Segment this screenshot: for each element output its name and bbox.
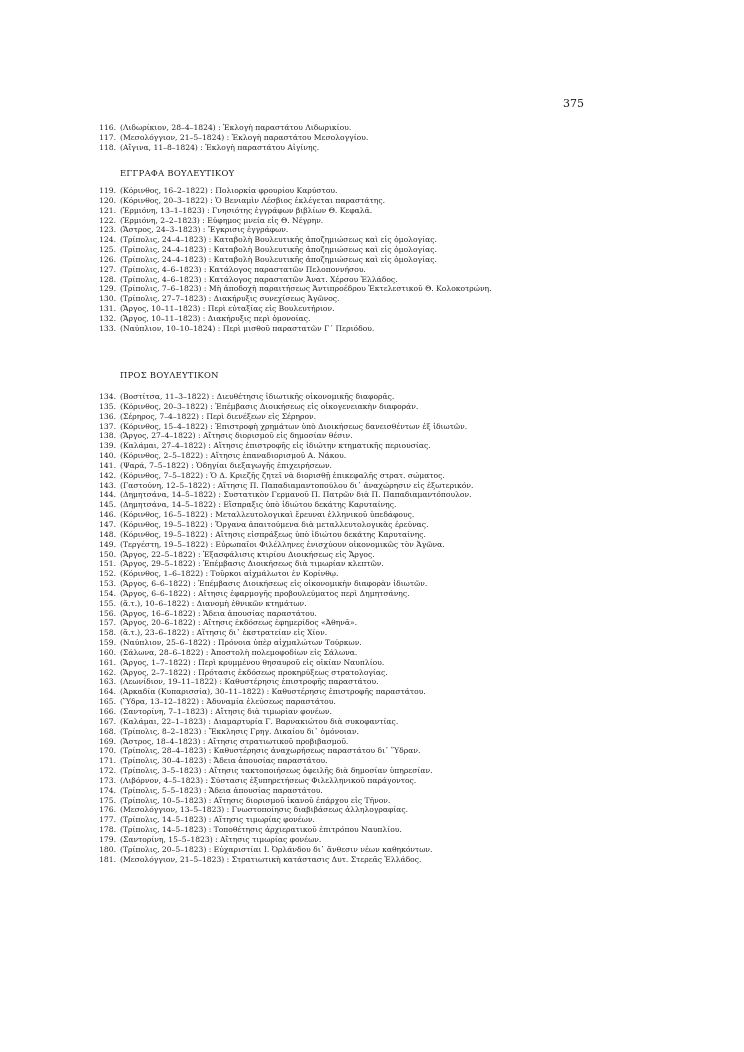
entry-number: 130. [99, 294, 116, 304]
list-item [92, 304, 652, 314]
list-item [92, 206, 652, 216]
entry-number: 137. [99, 421, 116, 431]
entry-number: 155. [99, 598, 116, 608]
entry-text: (Ἄστρος, 18–4–1823) : Αἴτησις στρατιωτικοῦ προβιβασμοῦ. [120, 736, 349, 746]
list-item [92, 143, 652, 153]
list-item [92, 431, 652, 441]
page-number: 375 [563, 97, 584, 110]
entry-number: 166. [99, 707, 116, 716]
entry-text: (Κόρινθος, 20–3–1822) : Ἐπέμβασις Διοικήσεως εἰς οἰκογενειακὴν διαφοράν. [120, 401, 419, 411]
list-item [92, 235, 652, 245]
entry-text: (Ἀρκαδία (Κυπαρισσία), 30–11–1822) : Καθυστέρησις ἐπιστροφῆς παραστάτου. [120, 687, 426, 697]
entry-text: (Ἑρμιόνη, 13–1–1823) : Γνησιότης ἐγγράφων βιβλίων Θ. Κεφαλᾶ. [120, 205, 373, 215]
entry-text: (Μεσολόγγιον, 13–5–1823) : Γνωστοποίησις διαβιβάσεως ἀλληλογραφίας. [120, 805, 409, 815]
entry-number: 116. [99, 123, 116, 132]
entry-text: (Τρίπολις, 27–7–1823) : Διακήρυξις συνεχίσεως Ἀγῶνος. [120, 294, 340, 304]
list-item [92, 559, 652, 569]
entry-number: 156. [99, 608, 116, 618]
entry-text: (ἄ.τ.), 23–6–1822) : Αἴτησις δι᾿ ἐκστρατείαν εἰς Χίον. [120, 628, 328, 638]
entry-number: 152. [99, 569, 116, 579]
list-item [92, 324, 652, 334]
list-item [92, 441, 652, 451]
list-item [92, 746, 652, 756]
list-item [92, 609, 652, 619]
entry-text: (Τρίπολις, 24–4–1823) : Καταβολὴ Βουλευτικῆς ἀποζημιώσεως καὶ εἰς ὁμολογίας. [120, 245, 437, 255]
entry-text: (Τρίπολις, 14–5–1823) : Αἴτησις τιμωρίας φονέων. [120, 815, 315, 825]
list-item [92, 461, 652, 471]
entry-text: (Τρίπολις, 28–4–1823) : Καθυστέρησις ἀναχωρήσεως παραστάτου δι᾿ Ὕδραν. [120, 746, 421, 756]
top-entries [92, 123, 652, 153]
entry-number: 175. [99, 795, 116, 805]
entry-text: (Ἄστρος, 24–3–1823) : Ἔγκρισις ἐγγράφων. [120, 225, 289, 235]
entry-number: 117. [99, 132, 116, 142]
entry-text: (Κόρινθος, 19–5–1822) : Αἴτησις εἰσπράξεως ὑπὸ ἰδιώτου δεκάτης Καρυταίνης. [120, 529, 426, 539]
list-item [92, 845, 652, 855]
entry-number: 178. [99, 825, 116, 835]
list-item [92, 196, 652, 206]
list-item [92, 835, 652, 845]
entry-number: 172. [99, 766, 116, 776]
list-item [92, 589, 652, 599]
list-item [92, 599, 652, 609]
entry-number: 165. [99, 697, 116, 707]
entry-number: 123. [99, 225, 116, 235]
list-item [92, 402, 652, 412]
list-item [92, 628, 652, 638]
list-item [92, 500, 652, 510]
entry-number: 181. [99, 854, 116, 864]
list-item [92, 707, 652, 717]
list-item [92, 658, 652, 668]
entry-number: 119. [99, 186, 116, 195]
list-item [92, 677, 652, 687]
list-item [92, 422, 652, 432]
entry-number: 159. [99, 638, 116, 648]
entry-number: 161. [99, 657, 116, 667]
entry-number: 167. [99, 716, 116, 726]
entry-text: (Δημητσάνα, 14–5–1822) : Συστατικὸν Γερμανοῦ Π. Πατρῶν διὰ Π. Παπαδιαμαντόπουλον. [120, 490, 472, 500]
list-item [92, 776, 652, 786]
entry-number: 154. [99, 588, 116, 598]
list-item [92, 451, 652, 461]
list-item [92, 314, 652, 324]
entry-text: (Κόρινθος, 1–6–1822) : Τοῦρκοι αἰχμάλωτοι ἐν Κορίνθῳ. [120, 569, 339, 579]
entry-text: (Λιβόρνον, 4–5–1823) : Σύστασις ἐξυπηρετήσεως Φιλελληνικοῦ παράγοντος. [120, 775, 417, 785]
list-item [92, 294, 652, 304]
entry-text: (Κόρινθος, 19–5–1822) : Ὄργανα ἀπαιτούμενα διὰ μεταλλευτολογικὰς ἐρεύνας. [120, 519, 429, 529]
entry-number: 128. [99, 274, 116, 284]
list-item [92, 520, 652, 530]
list-item [92, 530, 652, 540]
entry-text: (Τρίπολις, 24–4–1823) : Καταβολὴ Βουλευτικῆς ἀποζημιώσεως καὶ εἰς ὁμολογίας. [120, 235, 437, 245]
list-item [92, 796, 652, 806]
entry-number: 148. [99, 529, 116, 539]
entry-number: 127. [99, 264, 116, 274]
list-item [92, 727, 652, 737]
list-item [92, 569, 652, 579]
list-item [92, 284, 652, 294]
list-item [92, 412, 652, 422]
entry-number: 143. [99, 480, 116, 490]
entry-text: (Μεσολόγγιον, 21–5–1824) : Ἐκλογὴ παραστάτου Μεσολογγίου. [120, 132, 369, 142]
entry-text: (Λιδωρίκιον, 28–4–1824) : Ἐκλογὴ παραστάτου Λιδωρικίου. [120, 123, 352, 132]
entry-number: 147. [99, 519, 116, 529]
entry-number: 163. [99, 677, 116, 687]
entry-text: (Ἄργος, 16–6–1822) : Ἄδεια ἀπουσίας παραστάτου. [120, 608, 317, 618]
entry-number: 139. [99, 441, 116, 451]
list-item [92, 815, 652, 825]
entry-text: (Ἄργος, 10–11–1823) : Διακήρυξις περὶ ὁμονοίας. [120, 313, 311, 323]
entry-text: (Βοστίτσα, 11–3–1822) : Διευθέτησις ἰδιωτικῆς οἰκονομικῆς διαφορᾶς. [120, 392, 395, 401]
entry-text: (Κόρινθος, 16–2–1822) : Πολιορκία φρουρίου Καρύστου. [120, 186, 338, 195]
entry-number: 170. [99, 746, 116, 756]
list-item [92, 540, 652, 550]
entry-number: 132. [99, 313, 116, 323]
entry-text: (Ἄργος, 22–5–1822) : Ἐξασφάλισις κτιρίου Διοικήσεως εἰς Ἄργος. [120, 549, 375, 559]
entry-text: (Μεσολόγγιον, 21–5–1823) : Στρατιωτικὴ κατάστασις Δυτ. Στερεᾶς Ἑλλάδος. [120, 854, 422, 864]
entry-text: (Τρίπολις, 20–5–1823) : Εὐχαριστίαι Ι. Ὀρλάνδου δι᾿ ἄνθεσιν νέων καθηκόντων. [120, 844, 433, 854]
list-item [92, 638, 652, 648]
entry-text: (Τρίπολις, 10–5–1823) : Αἴτησις διορισμοῦ ἱκανοῦ ἐπάρχου εἰς Τῆνον. [120, 795, 391, 805]
entry-number: 162. [99, 667, 116, 677]
entry-number: 176. [99, 805, 116, 815]
entry-number: 157. [99, 618, 116, 628]
entry-text: (Σαντορίνη, 15–5–1823) : Αἴτησις τιμωρίας φονέων. [120, 834, 322, 844]
entry-number: 131. [99, 304, 116, 314]
section-entries-engrafa [92, 186, 652, 334]
entry-text: (Σάλωνα, 28–6–1822) : Ἀποστολὴ πολεμοφοδίων εἰς Σάλωνα. [120, 647, 358, 657]
entry-number: 133. [99, 323, 116, 333]
list-item [92, 618, 652, 628]
entry-number: 135. [99, 401, 116, 411]
list-item [92, 265, 652, 275]
list-item [92, 186, 652, 196]
list-item [92, 490, 652, 500]
entry-text: (Τρίπολις, 14–5–1823) : Τοποθέτησις ἀρχιερατικοῦ ἐπιτρόπου Ναυπλίου. [120, 825, 402, 835]
list-item [92, 392, 652, 402]
entry-text: (Ἄργος, 1–7–1822) : Περὶ κρυμμένου θησαυροῦ εἰς οἰκίαν Ναυπλίου. [120, 657, 385, 667]
entry-text: (Ἄργος, 2–7–1822) : Πρότασις ἐκδόσεως προκηρύξεως στρατολογίας. [120, 667, 388, 677]
section-entries-pros [92, 392, 652, 865]
entry-number: 150. [99, 549, 116, 559]
entry-text: (Τρίπολις, 24–4–1823) : Καταβολὴ Βουλευτικῆς ἀποζημιώσεως καὶ εἰς ὁμολογίας. [120, 254, 437, 264]
entry-text: (Ἄργος, 27–4–1822) : Αἴτησις διορισμοῦ εἰς δημοσίαν θέσιν. [120, 431, 353, 441]
entry-text: (Τρίπολις, 3–5–1823) : Αἴτησις τακτοποιήσεως ὀφειλῆς διὰ δημοσίαν ὑπηρεσίαν. [120, 766, 433, 776]
list-item [92, 510, 652, 520]
entry-text: (Αἴγινα, 11–8–1824) : Ἐκλογὴ παραστάτου Αἰγίνης. [120, 142, 320, 152]
list-item [92, 225, 652, 235]
entry-number: 164. [99, 687, 116, 697]
section-heading-engrafa: ΕΓΓΡΑΦΑ ΒΟΥΛΕΥΤΙΚΟΥ [120, 168, 235, 178]
entry-text: (Σαντορίνη, 7–1–1823) : Αἴτησις διὰ τιμωρίαν φονέων. [120, 707, 332, 716]
list-item [92, 471, 652, 481]
entry-text: (Ναύπλιον, 10–10–1824) : Περὶ μισθοῦ παραστατῶν Γ΄ Περιόδου. [120, 323, 375, 333]
entry-text: (Τρίπολις, 8–2–1823) : Ἔκκλησις Γρηγ. Δικαίου δι᾿ ὁμόνοιαν. [120, 726, 359, 736]
entry-text: (Καλάμαι, 22–1–1823) : Διαμαρτυρία Γ. Βαρνακιώτου διὰ συκοφαντίας. [120, 716, 399, 726]
entry-text: (Ἄργος, 20–6–1822) : Αἴτησις ἐκδόσεως ἐφημερίδος «Ἀθηνᾶ». [120, 618, 358, 628]
list-item [92, 216, 652, 226]
list-item [92, 766, 652, 776]
entry-number: 173. [99, 775, 116, 785]
list-item [92, 786, 652, 796]
list-item [92, 275, 652, 285]
entry-text: (Κόρινθος, 7–5–1822) : Ὁ Δ. Κριεζῆς ζητεῖ νὰ διορισθῇ ἐπικεφαλῆς στρατ. σώματος. [120, 470, 445, 480]
entry-number: 145. [99, 500, 116, 510]
entry-text: (Ναύπλιον, 25–6–1822) : Πρόνοια ὑπὲρ αἰχμαλώτων Τούρκων. [120, 638, 362, 648]
entry-number: 142. [99, 470, 116, 480]
entry-number: 121. [99, 205, 116, 215]
entry-text: (Τεργέστη, 19–5–1822) : Εὐρωπαῖοι Φιλέλληνες ἐνισχύουν οἰκονομικῶς τὸν Ἀγῶνα. [120, 539, 445, 549]
list-item [92, 697, 652, 707]
entry-text: (Ὕδρα, 13–12–1822) : Ἀδυναμία ἐλεύσεως παραστάτου. [120, 697, 336, 707]
entry-text: (Σέρηρος, 7–4–1822) : Περὶ διενέξεων εἰς Σέρηρον. [120, 411, 317, 421]
entry-number: 125. [99, 245, 116, 255]
list-item [92, 579, 652, 589]
entry-number: 140. [99, 451, 116, 461]
list-item [92, 668, 652, 678]
entry-number: 122. [99, 215, 116, 225]
entry-number: 177. [99, 815, 116, 825]
section-heading-pros: ΠΡΟΣ ΒΟΥΛΕΥΤΙΚΟΝ [120, 370, 219, 380]
entry-text: (Κόρινθος, 15–4–1822) : Ἐπιστροφὴ χρημάτων ὑπὸ Διοικήσεως δανεισθέντων ἐξ ἰδιωτῶν. [120, 421, 468, 431]
list-item [92, 756, 652, 766]
list-item [92, 805, 652, 815]
entry-number: 149. [99, 539, 116, 549]
entry-text: (ἄ.τ.), 10–6–1822) : Διανομὴ ἐθνικῶν κτημάτων. [120, 598, 307, 608]
entry-text: (Ἄργος, 6–6–1822) : Ἐπέμβασις Διοικήσεως εἰς οἰκονομικὴν διαφορὰν ἰδιωτῶν. [120, 579, 428, 589]
entry-text: (Ἄργος, 6–6–1822) : Αἴτησις ἐφαρμογῆς προβουλεύματος περὶ Δημητσάνης. [120, 588, 410, 598]
entry-text: (Γαστούνη, 12–5–1822) : Αἴτησις Π. Παπαδιαμαντοπούλου δι᾿ ἀναχώρησιν εἰς ἐξωτερικόν. [120, 480, 474, 490]
list-item [92, 648, 652, 658]
entry-number: 136. [99, 411, 116, 421]
entry-number: 118. [99, 142, 116, 152]
entry-number: 138. [99, 431, 116, 441]
list-item [92, 825, 652, 835]
entry-number: 169. [99, 736, 116, 746]
entry-text: (Ψαρά, 7–5–1822) : Ὁδηγίαι διεξαγωγῆς ἐπιχειρήσεων. [120, 460, 332, 470]
list-item [92, 550, 652, 560]
list-item [92, 481, 652, 491]
entry-text: (Ἄργος, 29–5–1822) : Ἐπέμβασις Διοικήσεως διὰ τιμωρίαν κλεπτῶν. [120, 559, 384, 569]
entry-text: (Κόρινθος, 16–5–1822) : Μεταλλευτολογικαὶ ἔρευναι ἑλληνικοῦ ὑπεδάφους. [120, 510, 415, 520]
entry-number: 151. [99, 559, 116, 569]
list-item [92, 123, 652, 133]
entry-number: 179. [99, 834, 116, 844]
entry-text: (Τρίπολις, 4–6–1823) : Κατάλογος παραστατῶν Πελοποννήσου. [120, 264, 366, 274]
entry-text: (Δημητσάνα, 14–5–1822) : Εἴσπραξις ὑπὸ ἰδιώτου δεκάτης Καρυταίνης. [120, 500, 397, 510]
list-item [92, 687, 652, 697]
entry-text: (Τρίπολις, 7–6–1823) : Μὴ ἀποδοχὴ παραιτήσεως Ἀντιπροέδρου Ἐκτελεστικοῦ Θ. Κολοκοτρώνη. [120, 284, 492, 294]
entry-number: 158. [99, 628, 116, 638]
entry-number: 174. [99, 785, 116, 795]
entry-number: 144. [99, 490, 116, 500]
entry-text: (Τρίπολις, 30–4–1823) : Ἄδεια ἀπουσίας παραστάτου. [120, 756, 328, 766]
list-item [92, 245, 652, 255]
entry-number: 129. [99, 284, 116, 294]
list-item [92, 717, 652, 727]
entry-number: 153. [99, 579, 116, 589]
entry-number: 146. [99, 510, 116, 520]
list-item [92, 133, 652, 143]
entry-number: 168. [99, 726, 116, 736]
entry-number: 141. [99, 460, 116, 470]
entry-number: 124. [99, 235, 116, 245]
list-item [92, 855, 652, 865]
entry-text: (Καλάμαι, 27–4–1822) : Αἴτησις ἐπιστροφῆς εἰς ἰδιώτην κτηματικῆς περιουσίας. [120, 441, 431, 451]
entry-text: (Τρίπολις, 5–5–1823) : Ἄδεια ἀπουσίας παραστάτου. [120, 785, 323, 795]
entry-number: 171. [99, 756, 116, 766]
entry-number: 160. [99, 647, 116, 657]
entry-number: 120. [99, 195, 116, 205]
list-item [92, 255, 652, 265]
entry-text: (Κόρινθος, 2–5–1822) : Αἴτησις ἐπαναδιορισμοῦ Α. Νάκου. [120, 451, 347, 461]
entry-text: (Τρίπολις, 4–6–1823) : Κατάλογος παραστατῶν Ἀνατ. Χέρσου Ἑλλάδος. [120, 274, 398, 284]
entry-number: 126. [99, 254, 116, 264]
list-item [92, 737, 652, 747]
entry-text: (Ἄργος, 10–11–1823) : Περὶ εὐταξίας εἰς Βουλευτήριον. [120, 304, 335, 314]
entry-text: (Λεωνίδιον, 19–11–1822) : Καθυστέρησις ἐπιστροφῆς παραστάτου. [120, 677, 379, 687]
entry-number: 180. [99, 844, 116, 854]
entry-text: (Ἑρμιόνη, 2–2–1823) : Εὐφημος μνεία εἰς Θ. Νέγρην. [120, 215, 324, 225]
entry-text: (Κόρινθος, 20–3–1822) : Ὁ Βενιαμὶν Λέσβιος ἐκλέγεται παραστάτης. [120, 195, 385, 205]
entry-number: 134. [99, 392, 116, 401]
